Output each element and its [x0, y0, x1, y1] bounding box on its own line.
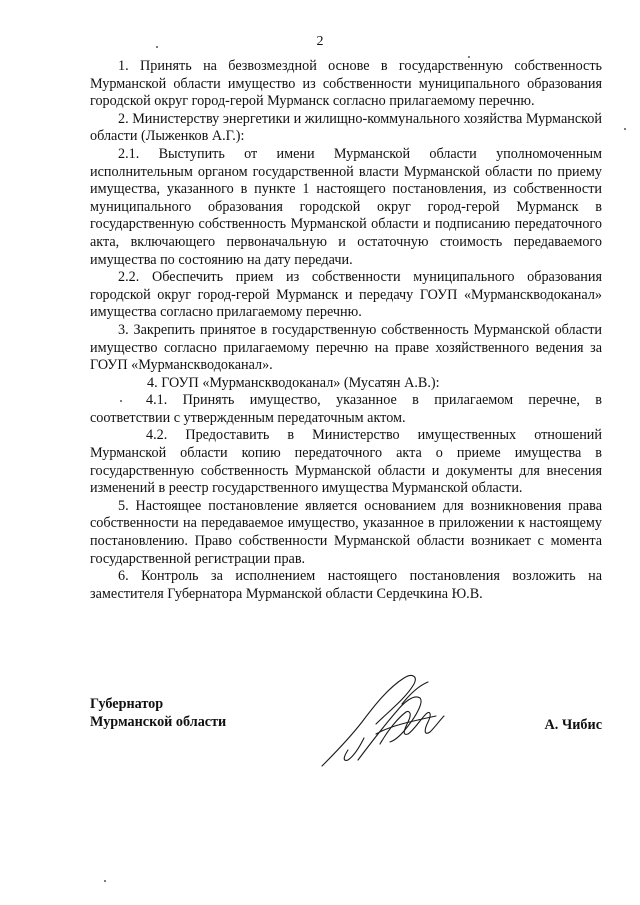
paragraph-2-2: 2.2. Обеспечить прием из собственности муниципального образования городской округ город-герой Мурманск и передачу ГОУП «Мурманскводоканал» имущества согласно прилагаемому перечню. [90, 269, 602, 321]
paragraph-2-1: 2.1. Выступить от имени Мурманской области уполномоченным исполнительным органом государственной власти Мурманской области по приему имущества, указанного в пункте 1 настоящего постановления, из собственности муниципального образования городской округ город-герой Мурманск в государственную собственность Мурманской области и подписанию передаточного акта, включающего первоначальную и остаточную стоимость передаваемого имущества по состоянию на дату передачи. [90, 145, 602, 268]
paragraph-5: 5. Настоящее постановление является основанием для возникновения права собственности на передаваемое имущество, указанное в приложении к настоящему постановлению. Право собственности Мурманской области возникает с момента государственной регистрации прав. [90, 497, 602, 567]
paragraph-6: 6. Контроль за исполнением настоящего постановления возложить на заместителя Губернатора Мурманской области Сердечкина Ю.В. [90, 568, 602, 602]
document-body [90, 58, 602, 603]
scan-speck [156, 46, 158, 48]
paragraph-3: 3. Закрепить принятое в государственную собственность Мурманской области имущество согласно прилагаемому перечню на праве хозяйственного ведения за ГОУП «Мурманскводоканал». [90, 321, 602, 374]
signatory-position-line1: Губернатор [90, 696, 164, 712]
paragraph-4-1: 4.1. Принять имущество, указанное в прилагаемом перечне, в соответствии с утвержденным передаточным актом. [90, 392, 602, 426]
signatory-name: А. Чибис [544, 717, 602, 733]
paragraph-4: 4. ГОУП «Мурманскводоканал» (Мусатян А.В.): [147, 374, 440, 391]
paragraph-1: 1. Принять на безвозмездной основе в государственную собственность Мурманской области имущество из собственности муниципального образования городской округ город-герой Мурманск согласно прилагаемому перечню. [90, 58, 602, 110]
scan-speck [468, 56, 470, 58]
scan-speck [104, 880, 106, 882]
scan-speck [120, 400, 122, 402]
paragraph-4-2: 4.2. Предоставить в Министерство имущественных отношений Мурманской области копию передаточного акта о приеме имущества в государственную собственность Мурманской области и документы для внесения изменений в реестр государственного имущества Мурманской области. [90, 427, 602, 497]
signatory-position [90, 695, 226, 731]
scan-speck [624, 128, 626, 130]
paragraph-2: 2. Министерству энергетики и жилищно-коммунального хозяйства Мурманской области (Лыженков А.Г.): [90, 110, 602, 145]
signatory-position-line2: Мурманской области [90, 714, 227, 730]
handwritten-signature [318, 664, 448, 774]
page-number: 2 [316, 34, 324, 49]
